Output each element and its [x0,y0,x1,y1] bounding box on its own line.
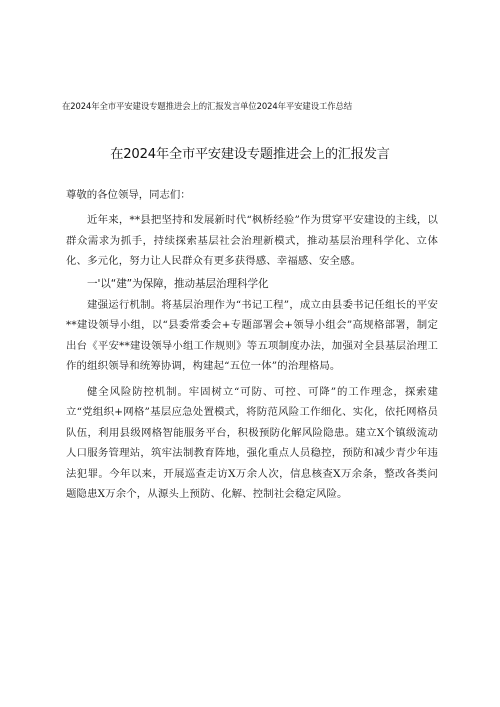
document-body [66,185,438,505]
salutation: 尊敬的各位领导，同志们： [66,189,191,201]
running-header: 在2024年全市平安建设专题推进会上的汇报发言单位2024年平安建设工作总结 [62,101,353,111]
paragraph-intro: 近年来，**县把坚持和发展新时代“枫桥经验”作为贯穿平安建设的主线，以群众需求为抓手，持续探索基层社会治理新模式，推动基层治理科学化、立体化、多元化，努力让人民群众有更多获得感、幸福感、安全感。 [66,214,438,267]
paragraph-risk-control: 健全风险防控机制。牢固树立“可防、可控、可降”的工作理念，探索建立“党组织+网格”基层应急处置模式，将防范风险工作细化、实化，依托网格员队伍，利用县级网格智能服务平台，积极预防化解风险隐患。建立X个镇级流动人口服务管理站，筑牢法制教育阵地，强化重点人员稳控，预防和减少青少年违法犯罪。今年以来，开展巡查走访X万余人次，信息核查X万余条，整改各类问题隐患X万余个，从源头上预防、化解、控制社会稳定风险。 [66,385,438,500]
document-title: 在2024年全市平安建设专题推进会上的汇报发言 [110,147,390,162]
paragraph-operation-mechanism: 建强运行机制。将基层治理作为“书记工程”，成立由县委书记任组长的平安**建设领导小组，以“县委常委会+专题部署会+领导小组会”高规格部署，制定出台《平安**建设领导小组工作规则》等五项制度办法，加强对全县基层治理工作的组织领导和统筹协调，构建起“五位一体”的治理格局。 [66,298,438,372]
section-heading-1: 一'以“建”为保障，推动基层治理科学化 [87,277,269,290]
